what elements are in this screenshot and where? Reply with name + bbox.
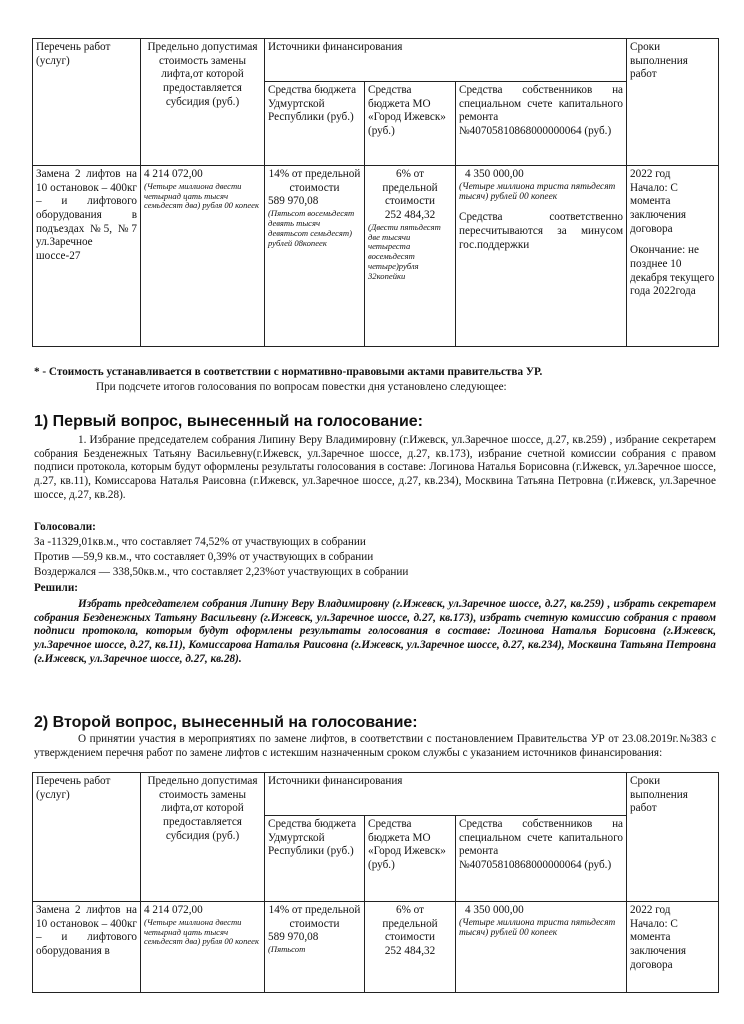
mo-sum: 252 484,32 bbox=[384, 208, 436, 221]
footnote: * - Стоимость устанавливается в соответствии с нормативно-правовыми актами правительства УР. bbox=[34, 366, 543, 378]
votes-abstain: Воздержался — 338,50кв.м., что составляет 2,23%от участвующих в собрании bbox=[34, 566, 409, 578]
header-max-cost: Предельно допустимая стоимость замены лифта,от которой предоставляется субсидия (руб.) bbox=[141, 773, 265, 902]
mo-percent: 6% от предельной стоимости bbox=[382, 168, 438, 208]
question-1-text: 1. Избрание председателем собрания Липину Веру Владимировну (г.Ижевск, ул.Заречное шоссе, д.27, кв.259) , избрание секретарем собрания Безденежных Татьяну Васильевну(г.Ижевск, ул.Заречное шоссе, д.27, кв.173), избрание счетной комиссии собрания с правом подписи протокола, которым будут оформлены результаты голосования в составе: Логинова Наталья Борисовна (г.Ижевск, ул.Заречное шоссе, д.27, кв.11), Комиссарова Наталья Раисовна (г.Ижевск, ул.Заречное шоссе, д.27, кв.234), Москвина Татьяна Петровна (г.Ижевск, ул.Заречное шоссе, д.27, кв.28). bbox=[34, 434, 716, 501]
question-1-title: 1) Первый вопрос, вынесенный на голосование: bbox=[34, 413, 424, 430]
cell-cost bbox=[141, 902, 265, 993]
cell-mo bbox=[365, 166, 456, 347]
deadline-end: Окончание: не позднее 10 декабря текущего года 2022года bbox=[630, 244, 715, 298]
ur-words: (Пятьсот восемьдесят девять тысяч девятьсот семьдесят) рублей 08копеек bbox=[268, 207, 355, 248]
header-sources: Источники финансирования bbox=[265, 39, 627, 82]
header-deadlines: Сроки выполнения работ bbox=[627, 773, 719, 902]
header-works: Перечень работ (услуг) bbox=[33, 39, 141, 166]
ur-percent: 14% от предельной стоимости bbox=[268, 168, 361, 194]
owners-sum: 4 350 000,00 bbox=[465, 904, 524, 916]
deadline-start: Начало: С момента заключения договора bbox=[630, 181, 687, 235]
cell-owners bbox=[456, 902, 627, 993]
mo-percent: 6% от предельной стоимости bbox=[382, 904, 438, 944]
financing-table-1 bbox=[32, 38, 719, 347]
deadline-start: Начало: С момента заключения договора bbox=[630, 917, 687, 971]
votes-against: Против —59,9 кв.м., что составляет 0,39% от участвующих в собрании bbox=[34, 551, 374, 563]
header-source-owners: Средства собственников на специальном счете капитального ремонта №40705810868000000064 (руб.) bbox=[456, 816, 627, 902]
mo-sum: 252 484,32 bbox=[384, 944, 436, 957]
question-2-text: О принятии участия в мероприятиях по замене лифтов, в соответствии с постановлением Правительства УР от 23.08.2019г.№383 с утверждением перечня работ по замене лифтов с истекшим назначенным сроком службы с указанием источников финансирования: bbox=[34, 733, 716, 759]
header-source-ur: Средства бюджета Удмуртской Республики (руб.) bbox=[265, 816, 365, 902]
ur-percent: 14% от предельной стоимости bbox=[268, 904, 361, 930]
table-row bbox=[33, 902, 719, 993]
votes-for: За -11329,01кв.м., что составляет 74,52% от участвующих в собрании bbox=[34, 536, 366, 548]
decision-heading: Решили: bbox=[34, 582, 78, 594]
header-works: Перечень работ (услуг) bbox=[33, 773, 141, 902]
cell-ur bbox=[265, 902, 365, 993]
votes-heading: Голосовали: bbox=[34, 521, 96, 533]
header-source-ur: Средства бюджета Удмуртской Республики (руб.) bbox=[265, 82, 365, 166]
decision-text: Избрать председателем собрания Липину Веру Владимировну (г.Ижевск, ул.Заречное шоссе, д.27, кв.259) , избрать секретарем собрания Безденежных Татьяну Васильевну (г.Ижевск, ул.Заречное шоссе, д.27, кв.173), избрать счетную комиссию собрания с правом подписи протокола, которым будут оформлены результаты голосования в составе: Логинова Наталья Борисовна (г.Ижевск, ул.Заречное шоссе, д.27, кв.11), Комиссарова Наталья Раисовна (г.Ижевск, ул.Заречное шоссе, д.27, кв.234), Москвина Татьяна Петровна (г.Ижевск, ул.Заречное шоссе, д.27, кв.28). bbox=[34, 598, 716, 665]
header-source-owners: Средства собственников на специальном счете капитального ремонта №40705810868000000064 (руб.) bbox=[456, 82, 627, 166]
table-row bbox=[33, 166, 719, 347]
header-max-cost: Предельно допустимая стоимость замены лифта,от которой предоставляется субсидия (руб.) bbox=[141, 39, 265, 166]
intro-text: При подсчете итогов голосования по вопросам повестки дня установлено следующее: bbox=[96, 381, 507, 393]
cost-value: 4 214 072,00 bbox=[144, 168, 203, 180]
header-source-mo: Средства бюджета МО «Город Ижевск» (руб.) bbox=[365, 816, 456, 902]
cost-words: (Четыре миллиона двести четырнад цать тысяч семьдесят два) рубля 00 копеек bbox=[144, 180, 260, 211]
ur-sum: 589 970,08 bbox=[268, 195, 319, 208]
owners-sum: 4 350 000,00 bbox=[465, 168, 524, 180]
financing-table-2 bbox=[32, 772, 719, 993]
owners-words: (Четыре миллиона триста пятьдесят тысяч) рублей 00 копеек bbox=[459, 917, 616, 939]
table-header-row bbox=[33, 773, 719, 816]
ur-words: (Пятьсот bbox=[268, 943, 306, 954]
table-header-row bbox=[33, 39, 719, 82]
cell-deadline bbox=[627, 902, 719, 993]
cell-owners bbox=[456, 166, 627, 347]
deadline-year: 2022 год bbox=[630, 168, 671, 180]
ur-sum: 589 970,08 bbox=[268, 931, 319, 944]
header-source-mo: Средства бюджета МО «Город Ижевск» (руб.) bbox=[365, 82, 456, 166]
owners-words: (Четыре миллиона триста пятьдесят тысяч) рублей 00 копеек bbox=[459, 181, 616, 203]
cell-deadline bbox=[627, 166, 719, 347]
cost-words: (Четыре миллиона двести четырнад цать тысяч семьдесят два) рубля 00 копеек bbox=[144, 916, 260, 947]
header-deadlines: Сроки выполнения работ bbox=[627, 39, 719, 166]
question-2-title: 2) Второй вопрос, вынесенный на голосование: bbox=[34, 714, 418, 731]
deadline-year: 2022 год bbox=[630, 904, 671, 916]
cell-work: Замена 2 лифтов на 10 остановок – 400кг – и лифтового оборудования в подъездах №5, №7 ул.Заречное шоссе-27 bbox=[33, 166, 141, 347]
owners-note: Средства соответственно пересчитываются за минусом гос.поддержки bbox=[459, 211, 624, 251]
mo-words: (Двести пятьдесят две тысячи четыреста восемьдесят четыре)рубля 32копейки bbox=[368, 221, 441, 281]
cost-value: 4 214 072,00 bbox=[144, 904, 203, 916]
cell-mo bbox=[365, 902, 456, 993]
header-sources: Источники финансирования bbox=[265, 773, 627, 816]
cell-work: Замена 2 лифтов на 10 остановок – 400кг – и лифтового оборудования в bbox=[33, 902, 141, 993]
cell-cost bbox=[141, 166, 265, 347]
cell-ur bbox=[265, 166, 365, 347]
